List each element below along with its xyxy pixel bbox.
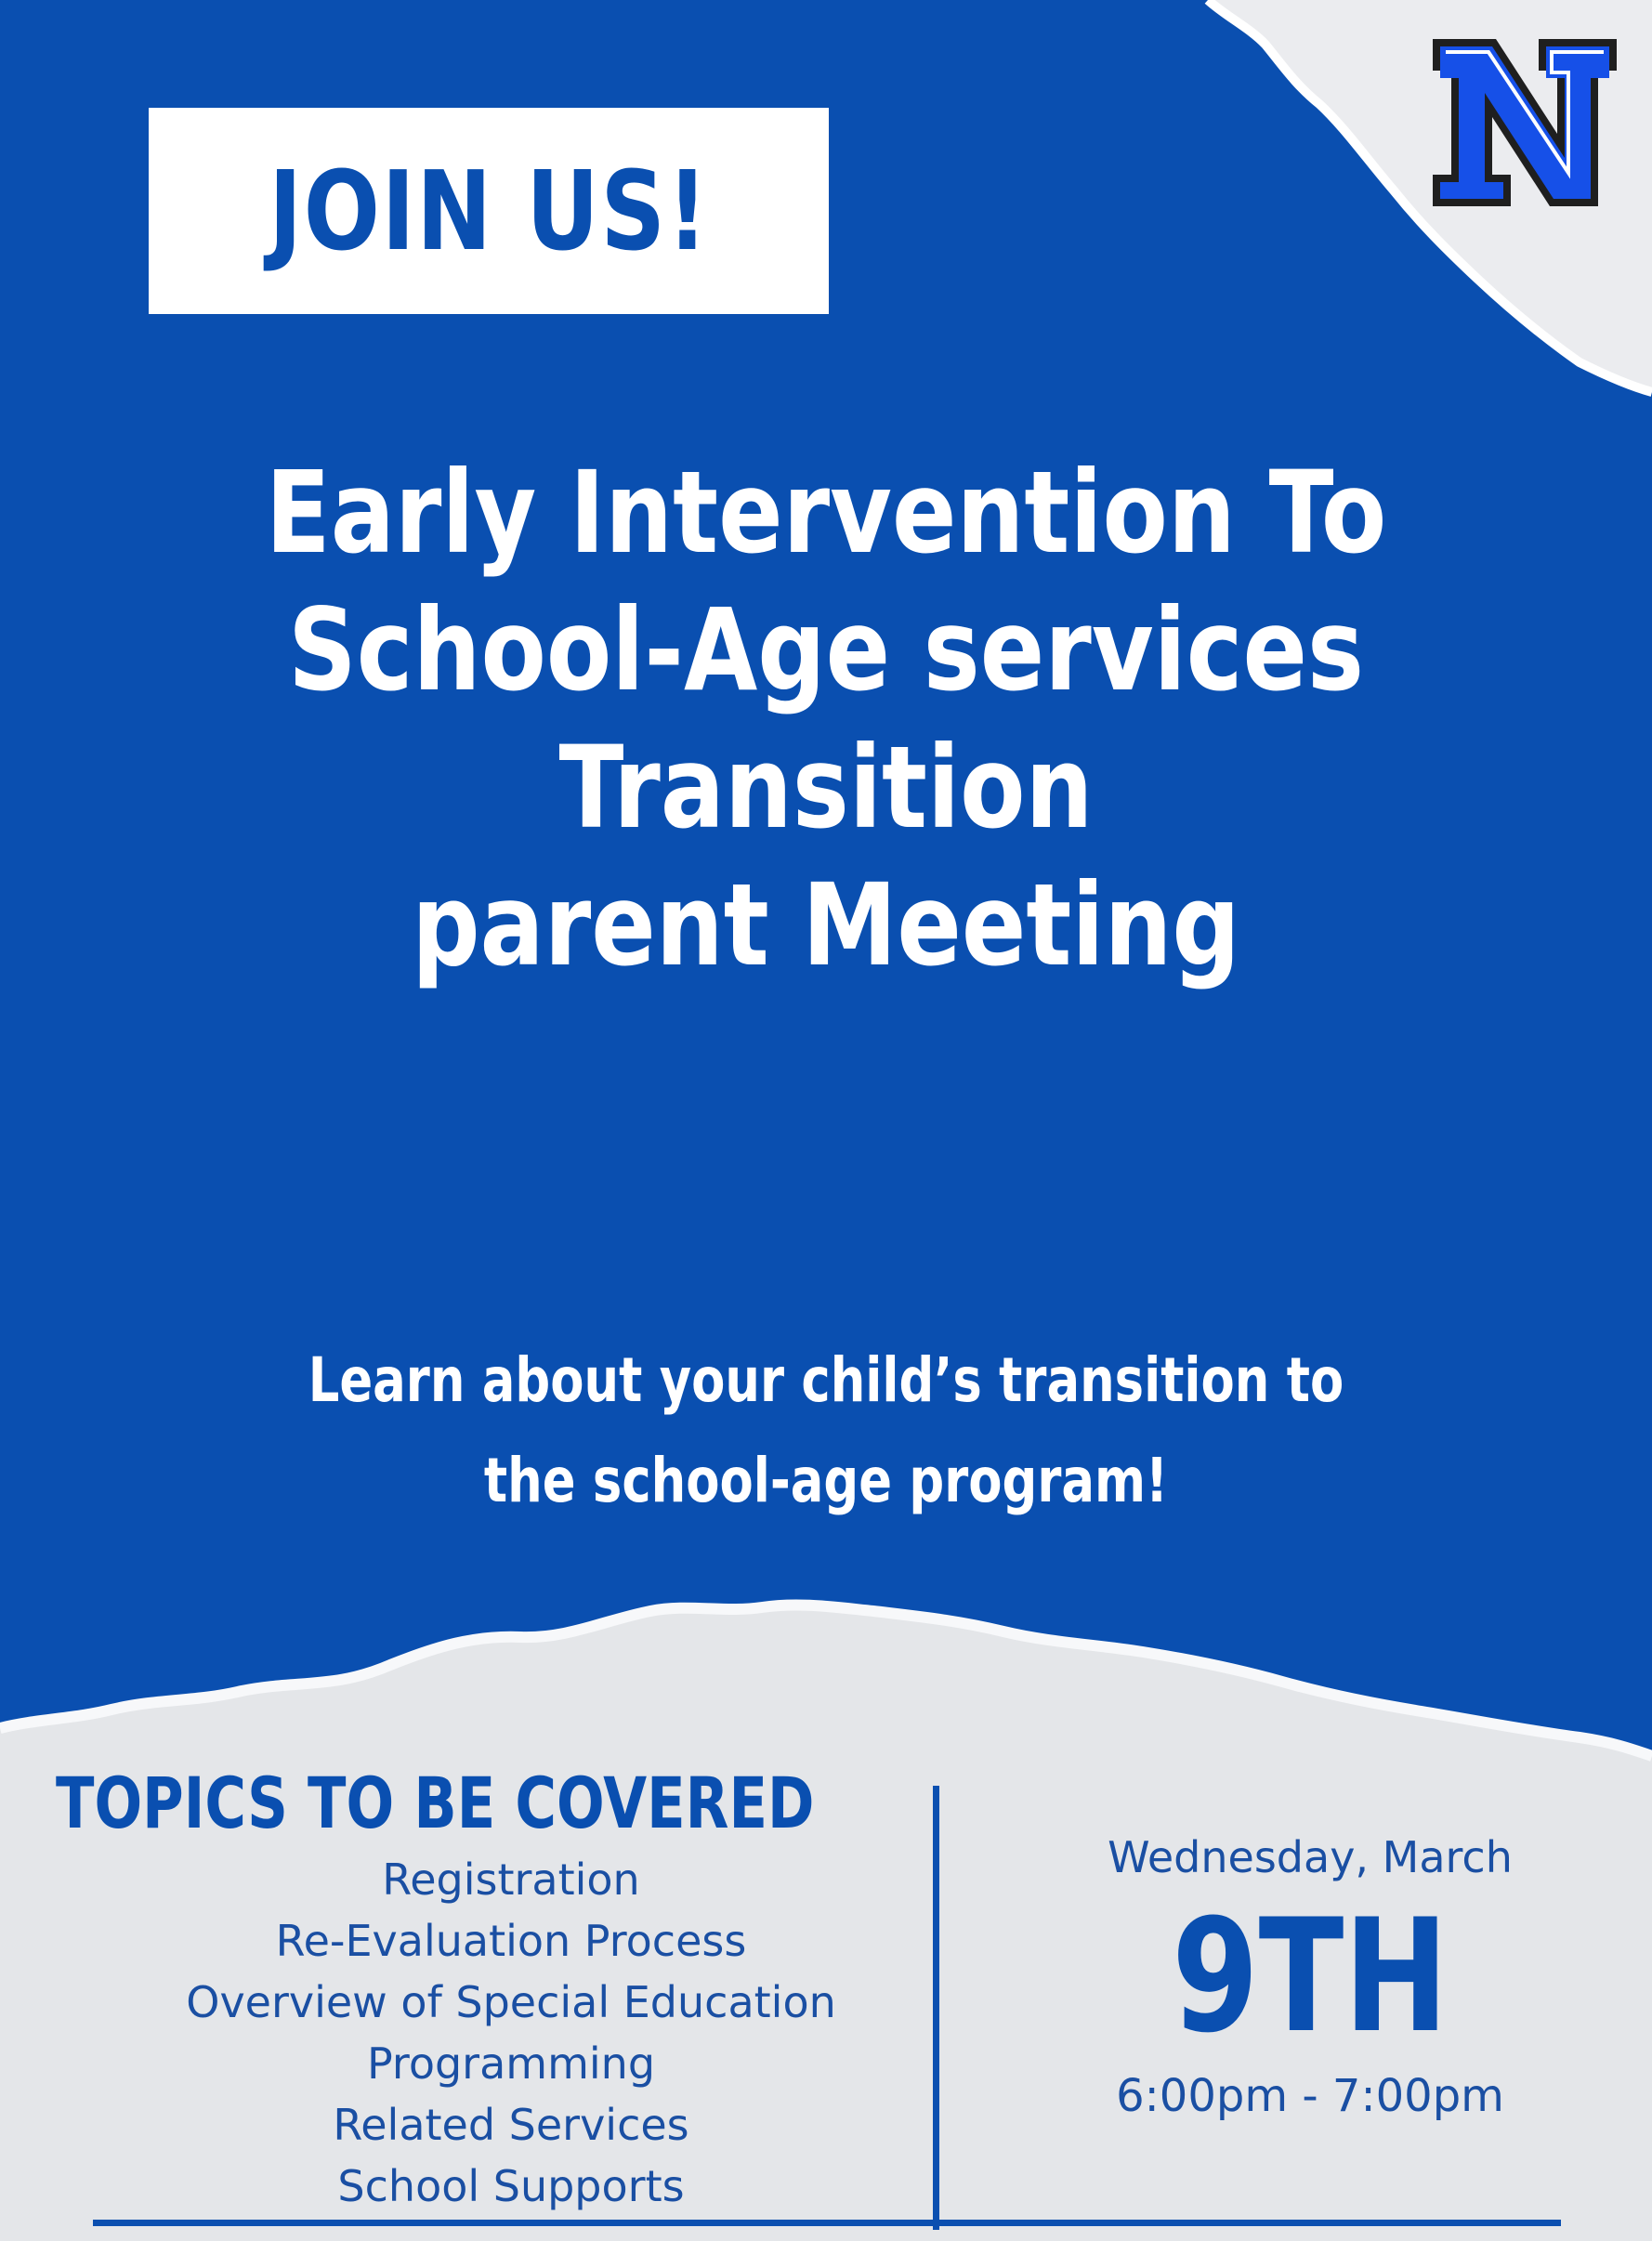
subheadline bbox=[0, 1330, 1652, 1531]
subheadline-line: Learn about your child’s transition to bbox=[308, 1344, 1344, 1416]
subheadline-line: the school-age program! bbox=[483, 1445, 1169, 1516]
topic-item: Re-Evaluation Process bbox=[275, 1916, 747, 1966]
headline-line: parent Meeting bbox=[412, 859, 1240, 991]
topics-heading: TOPICS TO BE COVERED bbox=[56, 1762, 815, 1844]
topic-item: Registration bbox=[382, 1854, 640, 1905]
join-us-text: JOIN US! bbox=[268, 147, 710, 275]
event-details bbox=[1013, 1827, 1607, 2128]
topics-list bbox=[93, 1849, 929, 2217]
topic-item: School Supports bbox=[337, 2161, 685, 2211]
event-time: 6:00pm - 7:00pm bbox=[1116, 2070, 1504, 2122]
headline bbox=[0, 444, 1652, 994]
school-n-logo-icon bbox=[1427, 33, 1622, 212]
event-date: 9TH bbox=[1172, 1885, 1449, 2067]
topic-item: Overview of Special Education bbox=[186, 1977, 836, 2027]
event-day: Wednesday, March bbox=[1108, 1832, 1513, 1882]
topic-item: Related Services bbox=[333, 2100, 689, 2150]
headline-line: Early Intervention To bbox=[265, 447, 1387, 579]
headline-line: Transition bbox=[558, 722, 1094, 854]
join-us-banner bbox=[149, 108, 829, 314]
headline-line: School-Age services bbox=[287, 584, 1365, 716]
vertical-divider bbox=[933, 1786, 939, 2230]
topic-item: Programming bbox=[366, 2038, 656, 2089]
horizontal-divider bbox=[93, 2220, 1561, 2226]
